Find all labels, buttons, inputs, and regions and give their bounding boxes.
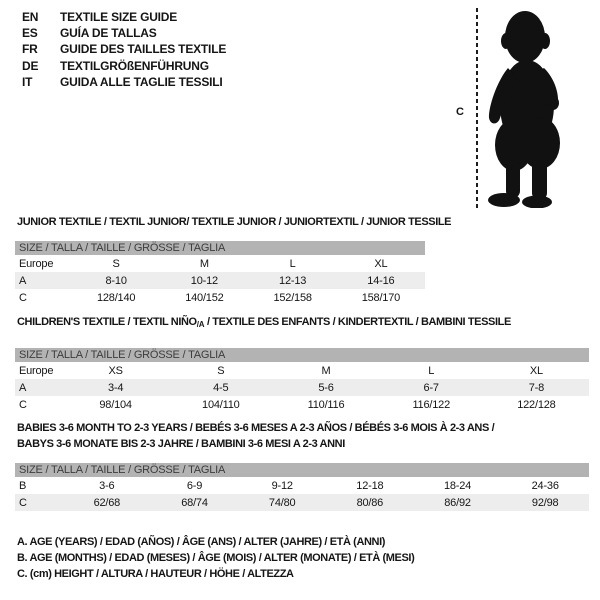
table-cell: 92/98 (531, 496, 559, 509)
row-label: A (19, 381, 27, 394)
children-section-heading (17, 316, 511, 329)
language-row (22, 9, 226, 25)
language-row (22, 25, 226, 41)
table-row (15, 255, 425, 272)
table-row (15, 272, 425, 289)
table-cell: 98/104 (99, 398, 132, 411)
children-size-table (15, 348, 589, 413)
table-cell: 74/80 (268, 496, 296, 509)
table-cell: 9-12 (271, 479, 293, 492)
footnotes (17, 536, 414, 584)
table-cell: L (428, 364, 435, 377)
table-cell: XS (108, 364, 123, 377)
language-title: TEXTILE SIZE GUIDE (60, 10, 178, 25)
table-cell: 80/86 (356, 496, 384, 509)
table-cell: XL (529, 364, 543, 377)
table-cell: M (321, 364, 331, 377)
table-cell: 8-10 (105, 274, 127, 287)
row-label: A (19, 274, 27, 287)
language-title: TEXTILGRÖßENFÜHRUNG (60, 58, 209, 73)
size-bar: SIZE / TALLA / TAILLE / GRÖSSE / TAGLIA (15, 463, 589, 477)
heading-text: CHILDREN'S TEXTILE / TEXTIL NIÑO (17, 316, 197, 328)
heading-line: BABIES 3-6 MONTH TO 2-3 YEARS / BEBÉS 3-6 MESES A 2-3 AÑOS / BÉBÉS 3-6 MOIS À 2-3 ANS / (17, 422, 495, 434)
row-label: Europe (19, 257, 54, 270)
table-cell: 12-18 (356, 479, 384, 492)
language-code: EN (22, 10, 39, 25)
junior-section-heading: JUNIOR TEXTILE / TEXTIL JUNIOR/ TEXTILE JUNIOR / JUNIORTEXTIL / JUNIOR TESSILE (17, 216, 452, 228)
table-row (15, 477, 589, 494)
size-bar: SIZE / TALLA / TAILLE / GRÖSSE / TAGLIA (15, 348, 589, 362)
language-header (22, 9, 226, 90)
table-cell: 12-13 (279, 274, 307, 287)
row-label: Europe (19, 364, 54, 377)
table-cell: 6-9 (186, 479, 203, 492)
table-cell: M (199, 257, 209, 270)
height-dashed-line (476, 8, 478, 208)
size-bar: SIZE / TALLA / TAILLE / GRÖSSE / TAGLIA (15, 241, 425, 255)
table-cell: 18-24 (443, 479, 472, 492)
junior-size-table (15, 241, 425, 306)
table-cell: 24-36 (531, 479, 559, 492)
language-code: ES (22, 26, 38, 41)
language-row (22, 74, 226, 90)
table-cell: 152/158 (273, 291, 312, 304)
height-measure-figure (450, 6, 598, 212)
height-label: C (456, 106, 464, 118)
language-code: IT (22, 74, 33, 89)
heading-subscript: /A (196, 320, 205, 329)
row-label: B (19, 479, 27, 492)
table-cell: 122/128 (517, 398, 556, 411)
table-cell: 4-5 (213, 381, 229, 394)
heading-line: BABYS 3-6 MONATE BIS 2-3 JAHRE / BAMBINI 3-6 MESI A 2-3 ANNI (17, 438, 345, 450)
language-title: GUIDE DES TAILLES TEXTILE (60, 42, 227, 57)
table-cell: 116/122 (412, 398, 450, 411)
table-row (15, 494, 589, 511)
footnote-b: B. AGE (MONTHS) / EDAD (MESES) / ÂGE (MOIS) / ALTER (MONATE) / ETÀ (MESI) (17, 552, 415, 564)
table-cell: 128/140 (96, 291, 136, 304)
row-label: C (19, 496, 27, 509)
table-cell: 62/68 (93, 496, 121, 509)
babies-size-table (15, 463, 589, 511)
babies-section-heading (17, 422, 494, 450)
heading-text: / TEXTILE DES ENFANTS / KINDERTEXTIL / BAMBINI TESSILE (204, 316, 511, 328)
row-label: C (19, 398, 27, 411)
table-cell: 86/92 (444, 496, 471, 509)
table-cell: XL (374, 257, 388, 270)
table-cell: 5-6 (318, 381, 334, 394)
table-cell: 68/74 (181, 496, 208, 509)
table-cell: 14-16 (367, 274, 395, 287)
table-cell: 140/152 (185, 291, 224, 304)
language-code: FR (22, 42, 38, 57)
table-cell: 7-8 (528, 381, 545, 394)
baby-silhouette-icon (484, 10, 564, 208)
table-row (15, 396, 589, 413)
table-cell: L (289, 257, 296, 270)
table-row (15, 362, 589, 379)
table-row (15, 289, 425, 306)
language-title: GUIDA ALLE TAGLIE TESSILI (60, 74, 223, 89)
language-code: DE (22, 58, 39, 73)
table-cell: 6-7 (423, 381, 439, 394)
footnote-a: A. AGE (YEARS) / EDAD (AÑOS) / ÂGE (ANS) / ALTER (JAHRE) / ETÀ (ANNI) (17, 536, 385, 548)
table-cell: S (217, 364, 225, 377)
table-cell: 110/116 (307, 398, 345, 411)
language-row (22, 41, 226, 57)
table-cell: S (112, 257, 120, 270)
table-cell: 158/170 (361, 291, 401, 304)
language-title: GUÍA DE TALLAS (60, 26, 157, 41)
table-cell: 104/110 (202, 398, 240, 411)
table-row (15, 379, 589, 396)
language-row (22, 58, 226, 74)
table-cell: 3-4 (107, 381, 124, 394)
footnote-c: C. (cm) HEIGHT / ALTURA / HAUTEUR / HÖHE / ALTEZZA (17, 568, 294, 580)
table-cell: 10-12 (190, 274, 218, 287)
table-cell: 3-6 (99, 479, 115, 492)
row-label: C (19, 291, 27, 304)
